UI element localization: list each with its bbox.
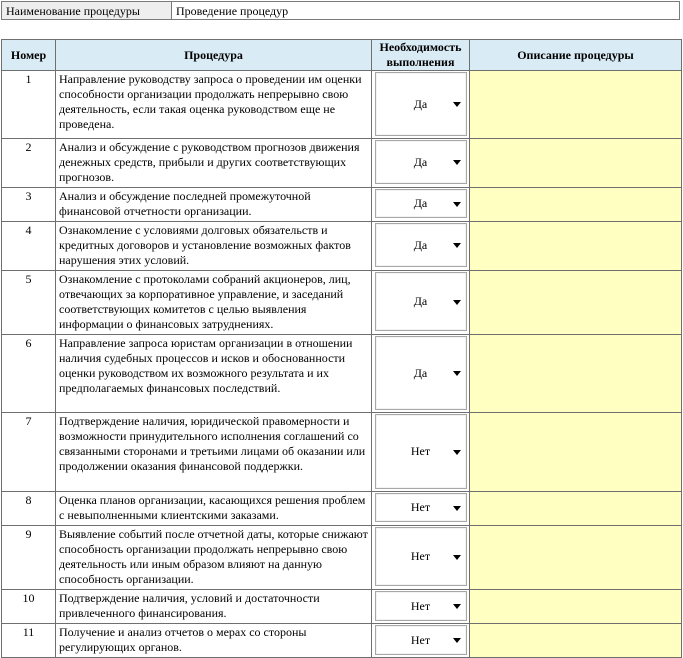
procedure-name-bar [1, 1, 680, 20]
row-description-cell[interactable] [470, 222, 682, 271]
chevron-down-icon[interactable] [453, 555, 461, 560]
row-need-cell [372, 590, 470, 624]
row-description-cell[interactable] [470, 624, 682, 658]
row-procedure-text: Оценка планов организации, касающихся решения проблем с невыполненными клиентскими заказами. [56, 492, 372, 526]
row-number: 8 [2, 492, 56, 526]
procedure-name-value[interactable]: Проведение процедур [176, 4, 289, 18]
row-procedure-text: Анализ и обсуждение с руководством прогнозов движения денежных средств, прибыли и других соответствующих прогнозов. [56, 139, 372, 188]
row-number: 6 [2, 335, 56, 413]
row-need-cell [372, 139, 470, 188]
row-need-cell [372, 492, 470, 526]
row-description-cell[interactable] [470, 139, 682, 188]
table-row [2, 335, 682, 413]
row-need-cell [372, 624, 470, 658]
row-procedure-text: Подтверждение наличия, юридической правомерности и возможности принудительного исполнения соглашений со связанными сторонами и третьими лицами об оказании или продолжении оказания финансовой поддержки. [56, 413, 372, 492]
table-row [2, 222, 682, 271]
chevron-down-icon[interactable] [453, 450, 461, 455]
need-dropdown[interactable] [375, 527, 467, 586]
column-header-procedure: Процедура [56, 40, 372, 71]
table-row [2, 71, 682, 139]
need-dropdown-value: Да [413, 294, 428, 308]
row-number: 4 [2, 222, 56, 271]
column-header-need-line1: Необходимость [379, 40, 462, 54]
need-dropdown[interactable] [375, 336, 467, 410]
row-number: 3 [2, 188, 56, 222]
chevron-down-icon[interactable] [453, 506, 461, 511]
row-number: 7 [2, 413, 56, 492]
row-description-cell[interactable] [470, 335, 682, 413]
column-header-description: Описание процедуры [470, 40, 682, 71]
row-number: 5 [2, 271, 56, 335]
column-header-need-line2: выполнения [386, 55, 455, 69]
need-dropdown[interactable] [375, 72, 467, 136]
need-dropdown-value: Нет [410, 549, 431, 563]
chevron-down-icon[interactable] [453, 371, 461, 376]
row-description-cell[interactable] [470, 271, 682, 335]
row-need-cell [372, 335, 470, 413]
need-dropdown[interactable] [375, 272, 467, 331]
row-need-cell [372, 526, 470, 590]
need-dropdown-value: Да [413, 237, 428, 252]
row-number: 11 [2, 624, 56, 658]
row-description-cell[interactable] [470, 492, 682, 526]
row-number: 9 [2, 526, 56, 590]
row-description-cell[interactable] [470, 71, 682, 139]
need-dropdown-value: Да [413, 196, 428, 210]
row-procedure-text: Выявление событий после отчетной даты, которые снижают способность организации продолжать непрерывно свою деятельность или иным образом влияют на данную способность организации. [56, 526, 372, 590]
row-procedure-text: Направление запроса юристам организации в отношении наличия судебных процессов и исков и обоснованности оценки руководством их возможного результата и их предполагаемых финансовых последствий. [56, 335, 372, 413]
need-dropdown-value: Да [413, 365, 428, 380]
row-description-cell[interactable] [470, 413, 682, 492]
row-need-cell [372, 413, 470, 492]
need-dropdown-value: Нет [410, 632, 431, 647]
chevron-down-icon[interactable] [453, 160, 461, 165]
need-dropdown[interactable] [375, 189, 467, 218]
row-description-cell[interactable] [470, 188, 682, 222]
chevron-down-icon[interactable] [453, 638, 461, 643]
need-dropdown[interactable] [375, 591, 467, 621]
row-description-cell[interactable] [470, 590, 682, 624]
need-dropdown[interactable] [375, 625, 467, 655]
chevron-down-icon[interactable] [453, 300, 461, 305]
procedures-table [1, 39, 682, 658]
table-header-row [2, 40, 682, 71]
row-number: 1 [2, 71, 56, 139]
column-header-number: Номер [2, 40, 56, 71]
table-row [2, 271, 682, 335]
table-row [2, 590, 682, 624]
row-need-cell [372, 71, 470, 139]
column-header-need [372, 40, 470, 71]
table-row [2, 526, 682, 590]
row-need-cell [372, 222, 470, 271]
row-description-cell[interactable] [470, 526, 682, 590]
need-dropdown-value: Нет [410, 444, 431, 458]
row-procedure-text: Ознакомление с протоколами собраний акционеров, лиц, отвечающих за корпоративное управление, и заседаний соответствующих комитетов с целью выявления информации о финансовых затруднениях. [56, 271, 372, 335]
need-dropdown-value: Нет [410, 598, 431, 613]
procedure-name-label: Наименование процедуры [2, 2, 172, 19]
row-procedure-text: Анализ и обсуждение последней промежуточной финансовой отчетности организации. [56, 188, 372, 222]
table-row [2, 413, 682, 492]
table-row [2, 188, 682, 222]
need-dropdown[interactable] [375, 414, 467, 489]
row-procedure-text: Подтверждение наличия, условий и достаточности привлеченного финансирования. [56, 590, 372, 624]
row-procedure-text: Направление руководству запроса о проведении им оценки способности организации продолжать непрерывно свою деятельность, если такая оценка руководством еще не проведена. [56, 71, 372, 139]
table-row [2, 139, 682, 188]
row-number: 10 [2, 590, 56, 624]
need-dropdown-value: Да [413, 154, 428, 169]
need-dropdown-value: Да [413, 96, 428, 111]
row-number: 2 [2, 139, 56, 188]
chevron-down-icon[interactable] [453, 604, 461, 609]
row-need-cell [372, 188, 470, 222]
need-dropdown[interactable] [375, 493, 467, 522]
chevron-down-icon[interactable] [453, 243, 461, 248]
row-procedure-text: Получение и анализ отчетов о мерах со стороны регулирующих органов. [56, 624, 372, 658]
table-row [2, 624, 682, 658]
need-dropdown-value: Нет [410, 500, 431, 514]
need-dropdown[interactable] [375, 140, 467, 184]
chevron-down-icon[interactable] [453, 202, 461, 207]
row-need-cell [372, 271, 470, 335]
row-procedure-text: Ознакомление с условиями долговых обязательств и кредитных договоров и установление возможных фактов нарушения этих условий. [56, 222, 372, 271]
need-dropdown[interactable] [375, 223, 467, 267]
chevron-down-icon[interactable] [453, 102, 461, 107]
table-row [2, 492, 682, 526]
